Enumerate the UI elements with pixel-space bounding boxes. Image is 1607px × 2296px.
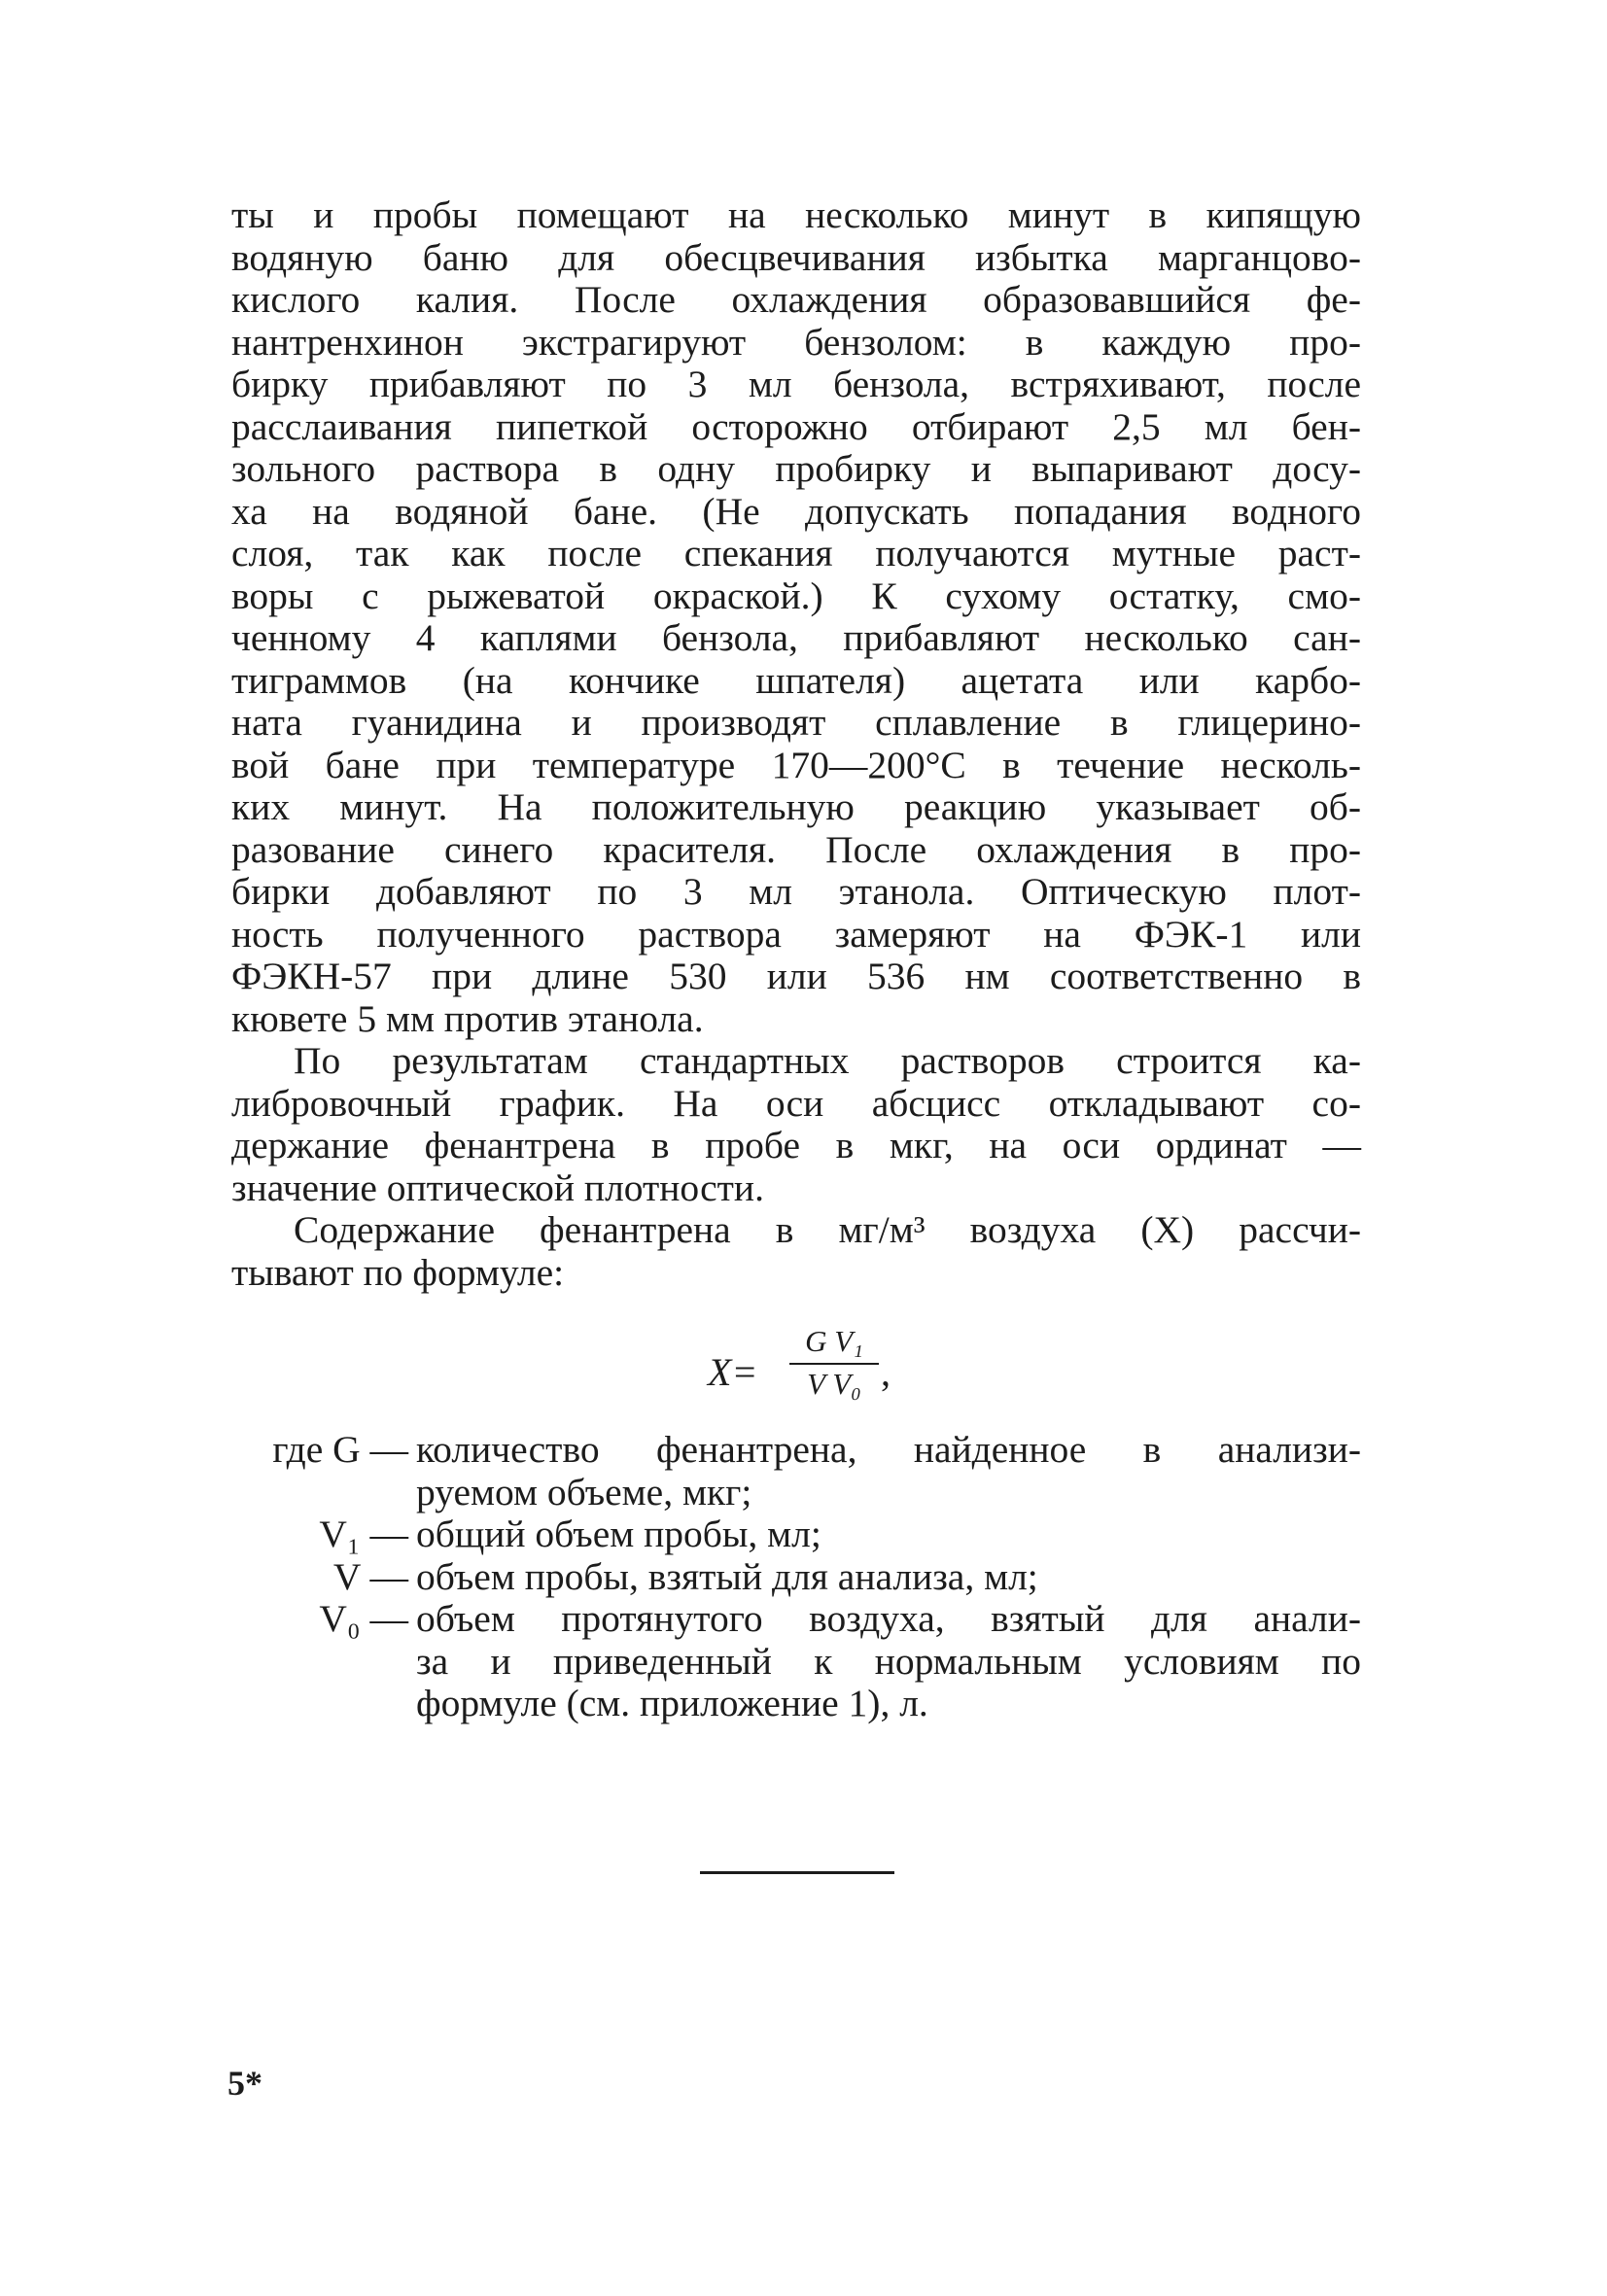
text-line: водяную баню для обесцвечивания избытка марганцово- — [231, 235, 1361, 279]
definition-item — [231, 1598, 1361, 1725]
definition-text — [416, 1556, 1361, 1599]
body-text — [231, 194, 1361, 1294]
definition-line: объем протянутого воздуха, взятый для анали- — [416, 1597, 1361, 1640]
text-line: зольного раствора в одну пробирку и выпаривают досу- — [231, 447, 1361, 490]
text-line: кислого калия. После охлаждения образовавшийся фе- — [231, 278, 1361, 321]
definition-symbol: V₀ — — [319, 1597, 408, 1640]
text-line: ха на водяной бане. (Не допускать попадания водного — [231, 489, 1361, 533]
definition-line: общий объем пробы, мл; — [416, 1513, 821, 1555]
definitions-list — [231, 1429, 1361, 1725]
definition-item — [231, 1429, 1361, 1513]
definition-symbol: где G — — [272, 1428, 408, 1471]
formula-numerator: G V₁ — [805, 1324, 863, 1358]
text-line: тывают по формуле: — [231, 1250, 565, 1294]
text-line: бирки добавляют по 3 мл этанола. Оптическую плот- — [231, 870, 1361, 913]
fraction-bar — [789, 1363, 879, 1365]
formula — [708, 1314, 961, 1421]
text-line: расслаивания пипеткой осторожно отбирают 2,5 мл бен- — [231, 404, 1361, 448]
definition-text — [416, 1429, 1361, 1513]
text-line: воры с рыжеватой окраской.) К сухому остатку, смо- — [231, 574, 1361, 617]
definition-line: формуле (см. приложение 1), л. — [416, 1682, 928, 1724]
text-line: слоя, так как после спекания получаются мутные раст- — [231, 532, 1361, 574]
definition-symbol: V₁ — — [319, 1513, 408, 1555]
text-line: ких минут. На положительную реакцию указывает об- — [231, 785, 1361, 828]
definition-symbol: V — — [332, 1554, 408, 1598]
text-line: По результатам стандартных растворов строится ка- — [294, 1039, 1361, 1082]
formula-fraction — [789, 1324, 879, 1402]
text-line: ность полученного раствора замеряют на ФЭК-1 или — [231, 912, 1361, 956]
text-line: ФЭКН-57 при длине 530 или 536 нм соответственно в — [231, 955, 1361, 997]
text-line: разование синего красителя. После охлаждения в про- — [231, 827, 1361, 871]
definition-text — [416, 1513, 1361, 1556]
text-line: Содержание фенантрена в мг/м³ воздуха (X) рассчи- — [294, 1208, 1361, 1251]
definition-line: за и приведенный к нормальным условиям по — [416, 1639, 1361, 1683]
text-line: вой бане при температуре 170—200°С в течение несколь- — [231, 743, 1361, 786]
text-line: бирку прибавляют по 3 мл бензола, встряхивают, после — [231, 363, 1361, 405]
text-line: значение оптической плотности. — [231, 1165, 764, 1209]
section-end-rule — [700, 1871, 894, 1874]
page-number: 5* — [227, 2064, 262, 2103]
text-line: кювете 5 мм против этанола. — [231, 996, 704, 1040]
text-line: нантренхинон экстрагируют бензолом: в каждую про- — [231, 320, 1361, 364]
definition-line: количество фенантрена, найденное в анализи- — [416, 1428, 1361, 1471]
text-line: ты и пробы помещают на несколько минут в кипящую — [231, 193, 1361, 236]
definition-text — [416, 1598, 1361, 1725]
formula-lhs: X= — [708, 1350, 758, 1394]
formula-comma: , — [881, 1350, 891, 1394]
text-line: ната гуанидина и производят сплавление в глицерино- — [231, 701, 1361, 744]
text-line: ченному 4 каплями бензола, прибавляют несколько сан- — [231, 616, 1361, 659]
text-line: либровочный график. На оси абсцисс откладывают со- — [231, 1081, 1361, 1125]
definition-line: объем пробы, взятый для анализа, мл; — [416, 1554, 1038, 1598]
text-line: тиграммов (на кончике шпателя) ацетата или карбо- — [231, 658, 1361, 702]
text-line: держание фенантрена в пробе в мкг, на оси ординат — — [231, 1124, 1361, 1166]
definition-item — [231, 1556, 1361, 1599]
definition-line: руемом объеме, мкг; — [416, 1470, 752, 1513]
definition-item — [231, 1513, 1361, 1556]
formula-denominator: V V₀ — [807, 1367, 861, 1401]
